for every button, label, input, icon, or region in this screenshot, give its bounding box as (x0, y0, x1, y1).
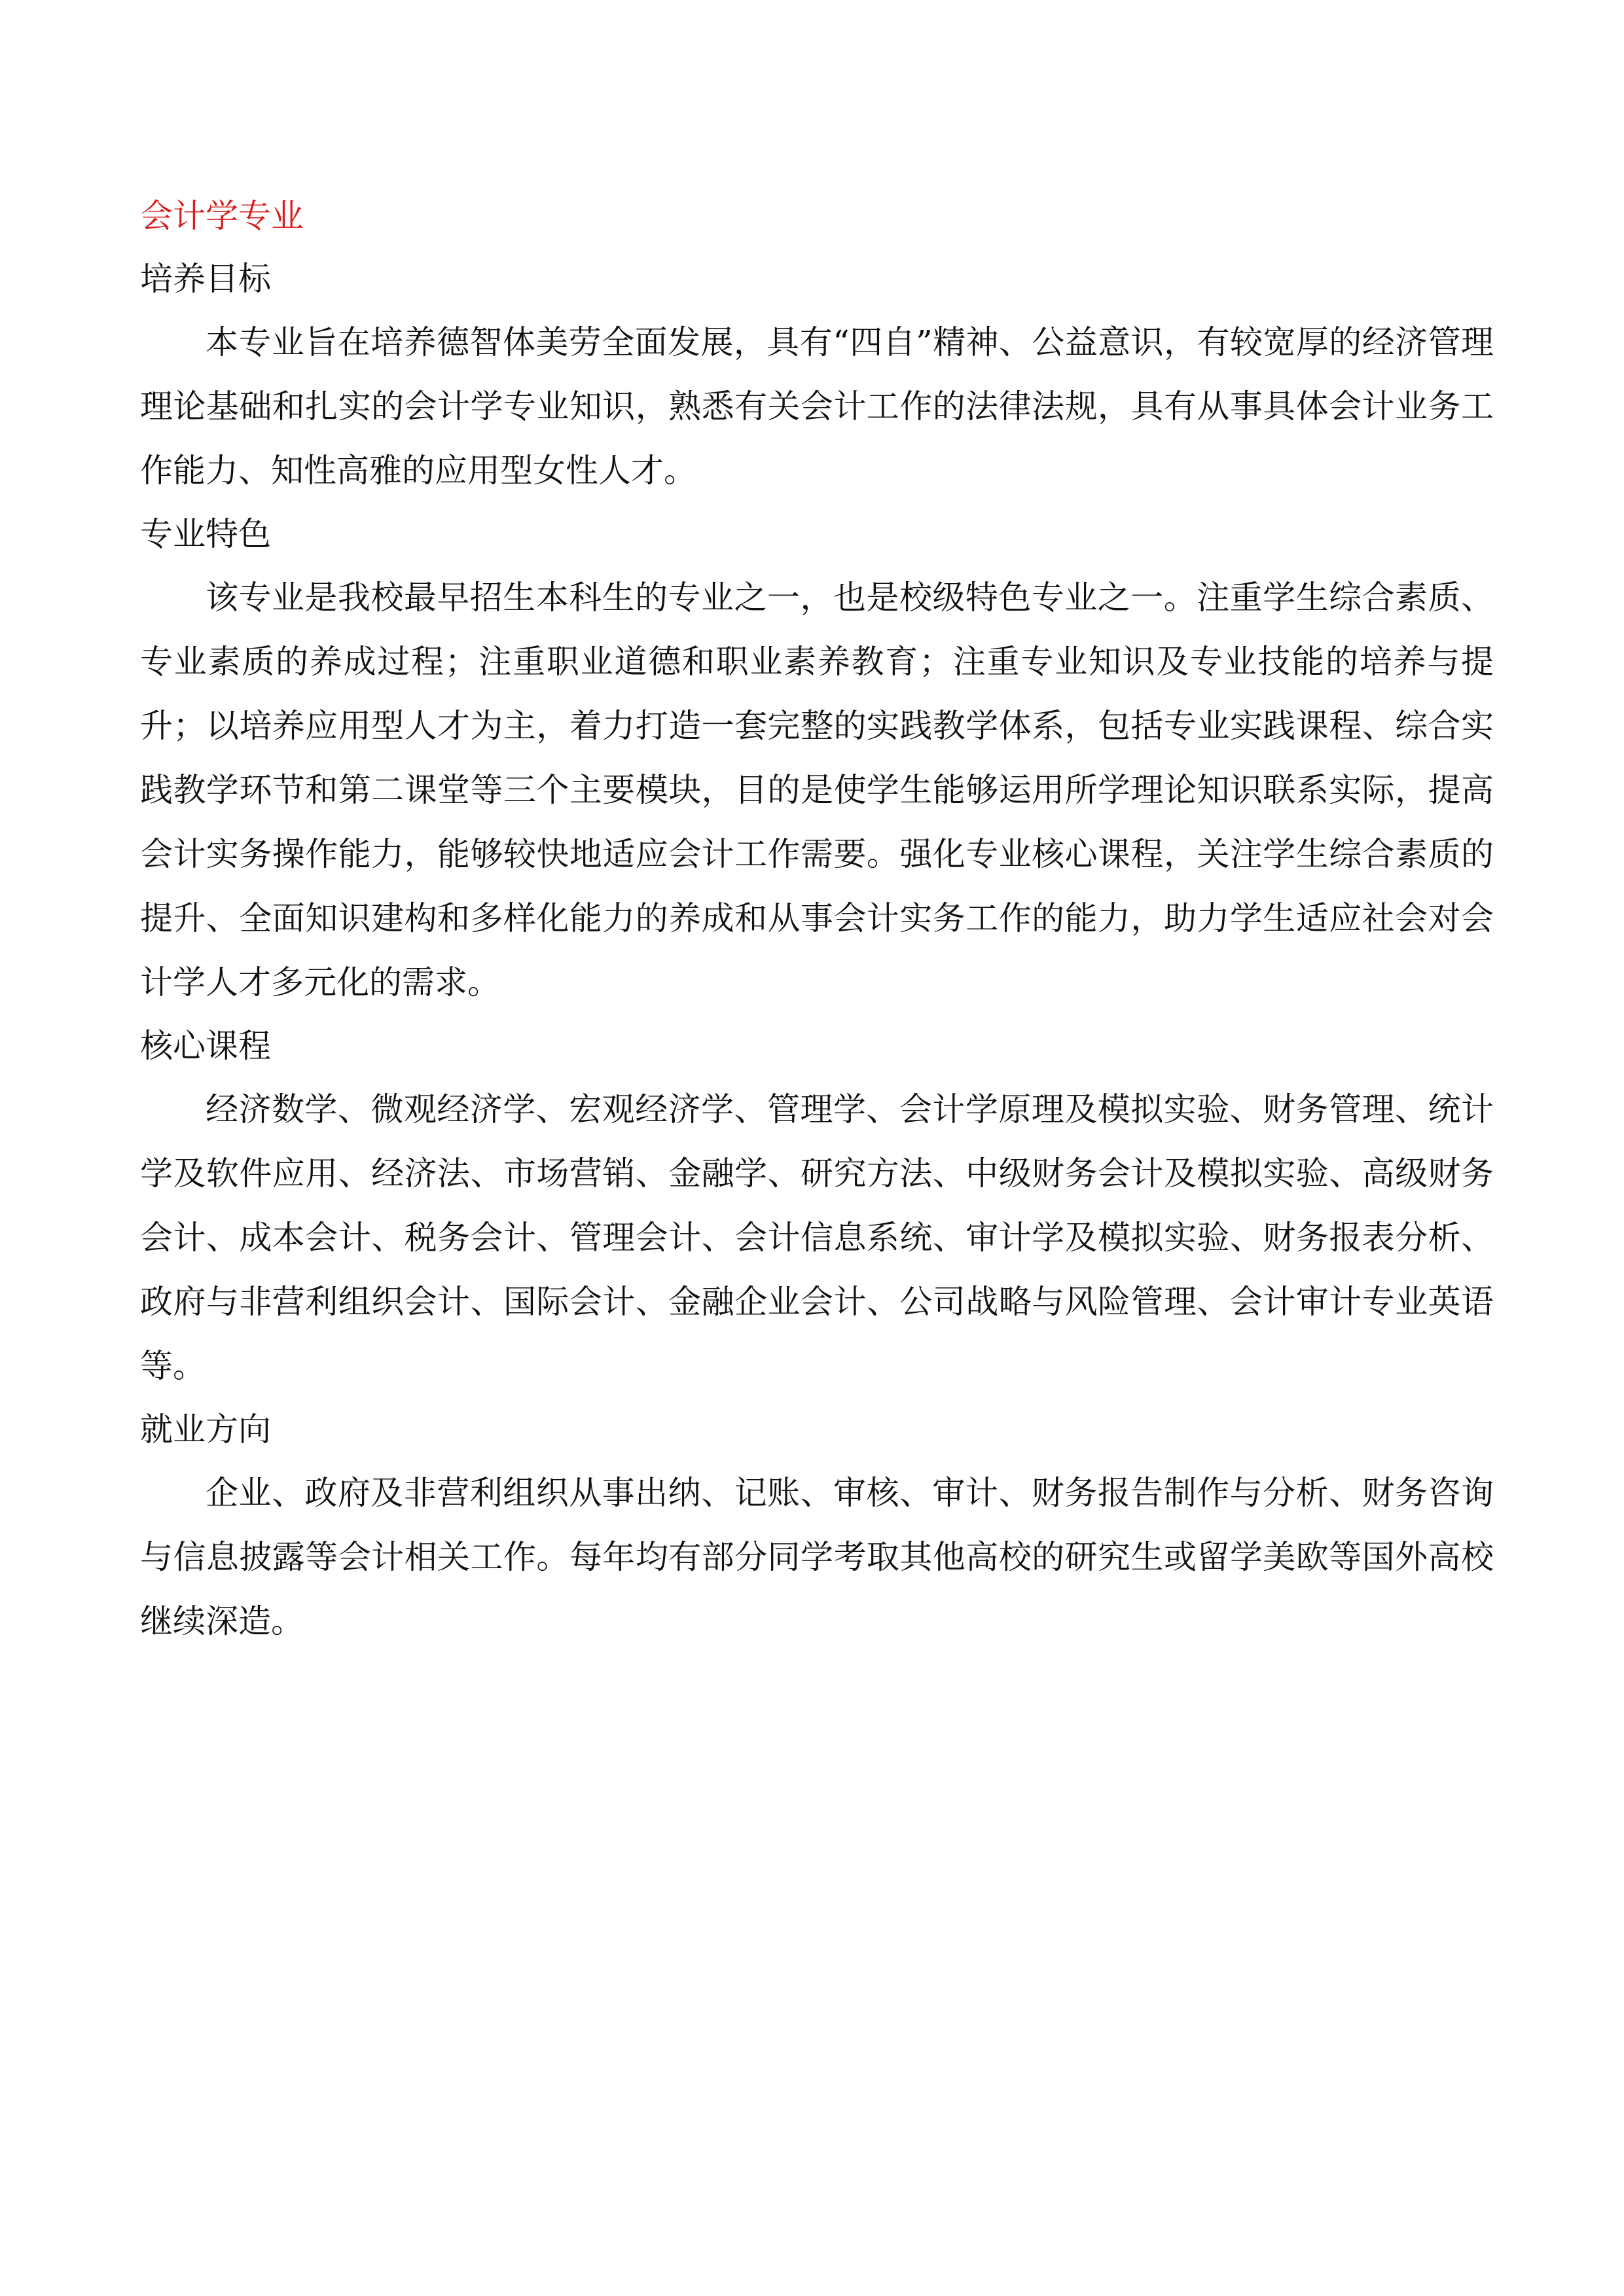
section-body-core-courses: 经济数学、微观经济学、宏观经济学、管理学、会计学原理及模拟实验、财务管理、统计学及软件应用、经济法、市场营销、金融学、研究方法、中级财务会计及模拟实验、高级财务会计、成本会计、税务会计、管理会计、会计信息系统、审计学及模拟实验、财务报表分析、政府与非营利组织会计、国际会计、金融企业会计、公司战略与风险管理、会计审计专业英语等。 (140, 1090, 1494, 1385)
section-body-employment: 企业、政府及非营利组织从事出纳、记账、审核、审计、财务报告制作与分析、财务咨询与信息披露等会计相关工作。每年均有部分同学考取其他高校的研究生或留学美欧等国外高校继续深造。 (140, 1474, 1494, 1640)
document-content (140, 185, 1494, 1653)
section-heading-employment: 就业方向 (140, 1410, 271, 1448)
section-heading-core-courses: 核心课程 (140, 1027, 271, 1065)
section-heading-features: 专业特色 (140, 515, 271, 553)
section-body-features: 该专业是我校最早招生本科生的专业之一，也是校级特色专业之一。注重学生综合素质、专业素质的养成过程；注重职业道德和职业素养教育；注重专业知识及专业技能的培养与提升；以培养应用型人才为主，着力打造一套完整的实践教学体系，包括专业实践课程、综合实践教学环节和第二课堂等三个主要模块，目的是使学生能够运用所学理论知识联系实际，提高会计实务操作能力，能够较快地适应会计工作需要。强化专业核心课程，关注学生综合素质的提升、全面知识建构和多样化能力的养成和从事会计实务工作的能力，助力学生适应社会对会计学人才多元化的需求。 (140, 579, 1494, 1001)
section-heading-objectives: 培养目标 (140, 260, 271, 298)
section-body-objectives: 本专业旨在培养德智体美劳全面发展，具有“四自”精神、公益意识，有较宽厚的经济管理理论基础和扎实的会计学专业知识，熟悉有关会计工作的法律法规，具有从事具体会计业务工作能力、知性高雅的应用型女性人才。 (140, 323, 1494, 490)
document-title: 会计学专业 (140, 197, 304, 235)
